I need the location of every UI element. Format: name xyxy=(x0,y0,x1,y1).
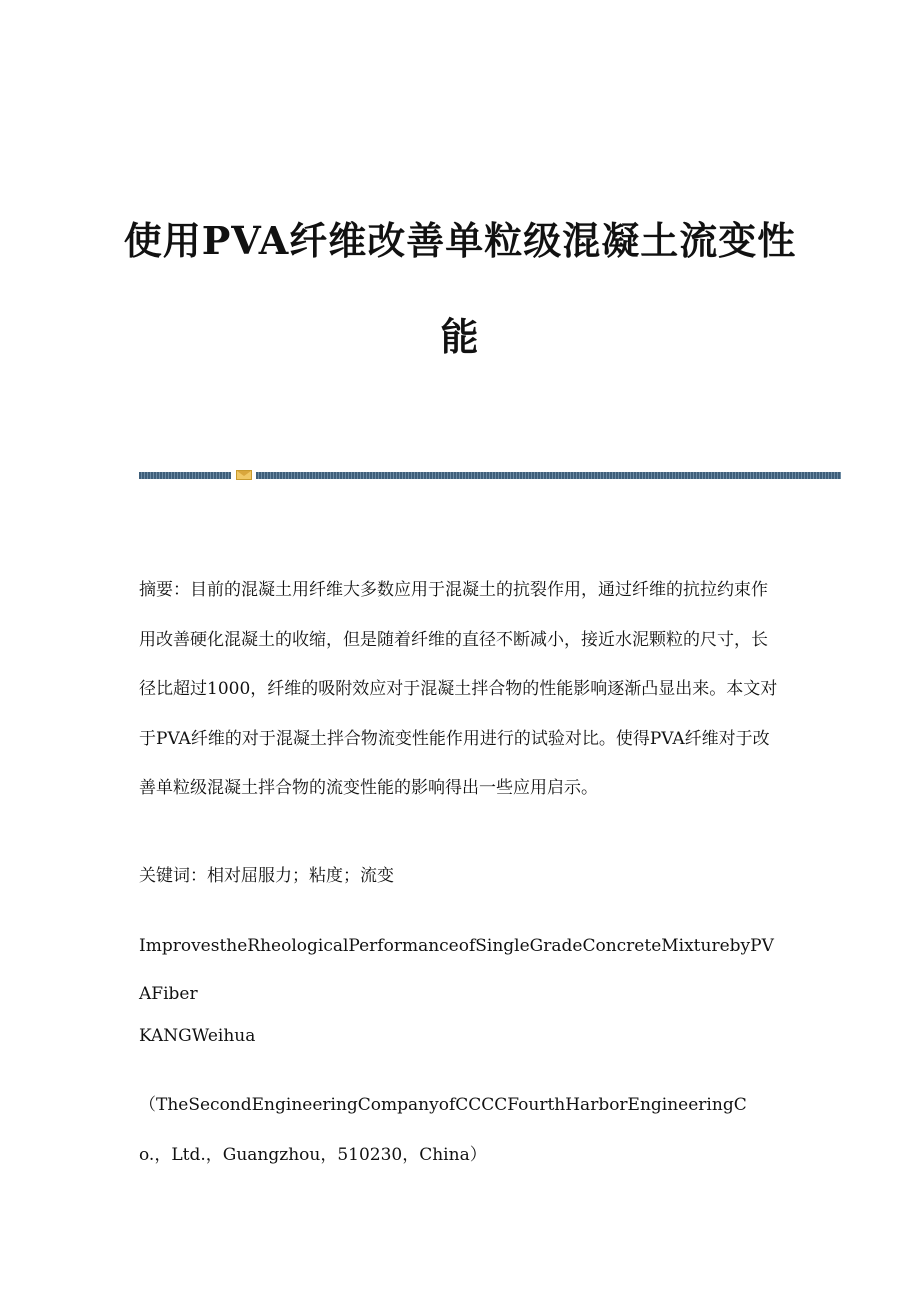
keywords xyxy=(139,864,779,888)
keywords-label: 关键词： xyxy=(139,866,207,886)
abstract xyxy=(139,566,779,814)
abstract-text: 目前的混凝土用纤维大多数应用于混凝土的抗裂作用，通过纤维的抗拉约束作用改善硬化混凝土的收缩，但是随着纤维的直径不断减小，接近水泥颗粒的尺寸，长径比超过1000，纤维的吸附效应对于混凝土拌合物的性能影响逐渐凸显出来。本文对于PVA纤维的对于混凝土拌合物流变性能作用进行的试验对比。使得PVA纤维对于改善单粒级混凝土拌合物的流变性能的影响得出一些应用启示。 xyxy=(139,580,778,798)
divider-bar-left xyxy=(139,472,231,479)
author-affiliation: （TheSecondEngineeringCompanyofCCCCFourthHarborEngineeringCo.，Ltd.，Guangzhou，510230，China） xyxy=(139,1095,747,1165)
decorative-divider xyxy=(139,470,841,480)
envelope-icon xyxy=(236,470,252,480)
paper-title-line-2: 能 xyxy=(440,314,480,359)
divider-bar-right xyxy=(256,472,841,479)
keywords-text: 相对屈服力；粘度；流变 xyxy=(207,866,394,886)
author-name: KANGWeihua xyxy=(139,1026,256,1046)
paper-title-line-1: 使用PVA纤维改善单粒级混凝土流变性 xyxy=(123,218,797,263)
english-title: ImprovestheRheologicalPerformanceofSingleGradeConcreteMixturebyPVAFiber xyxy=(139,936,774,1004)
abstract-label: 摘要： xyxy=(139,580,190,600)
